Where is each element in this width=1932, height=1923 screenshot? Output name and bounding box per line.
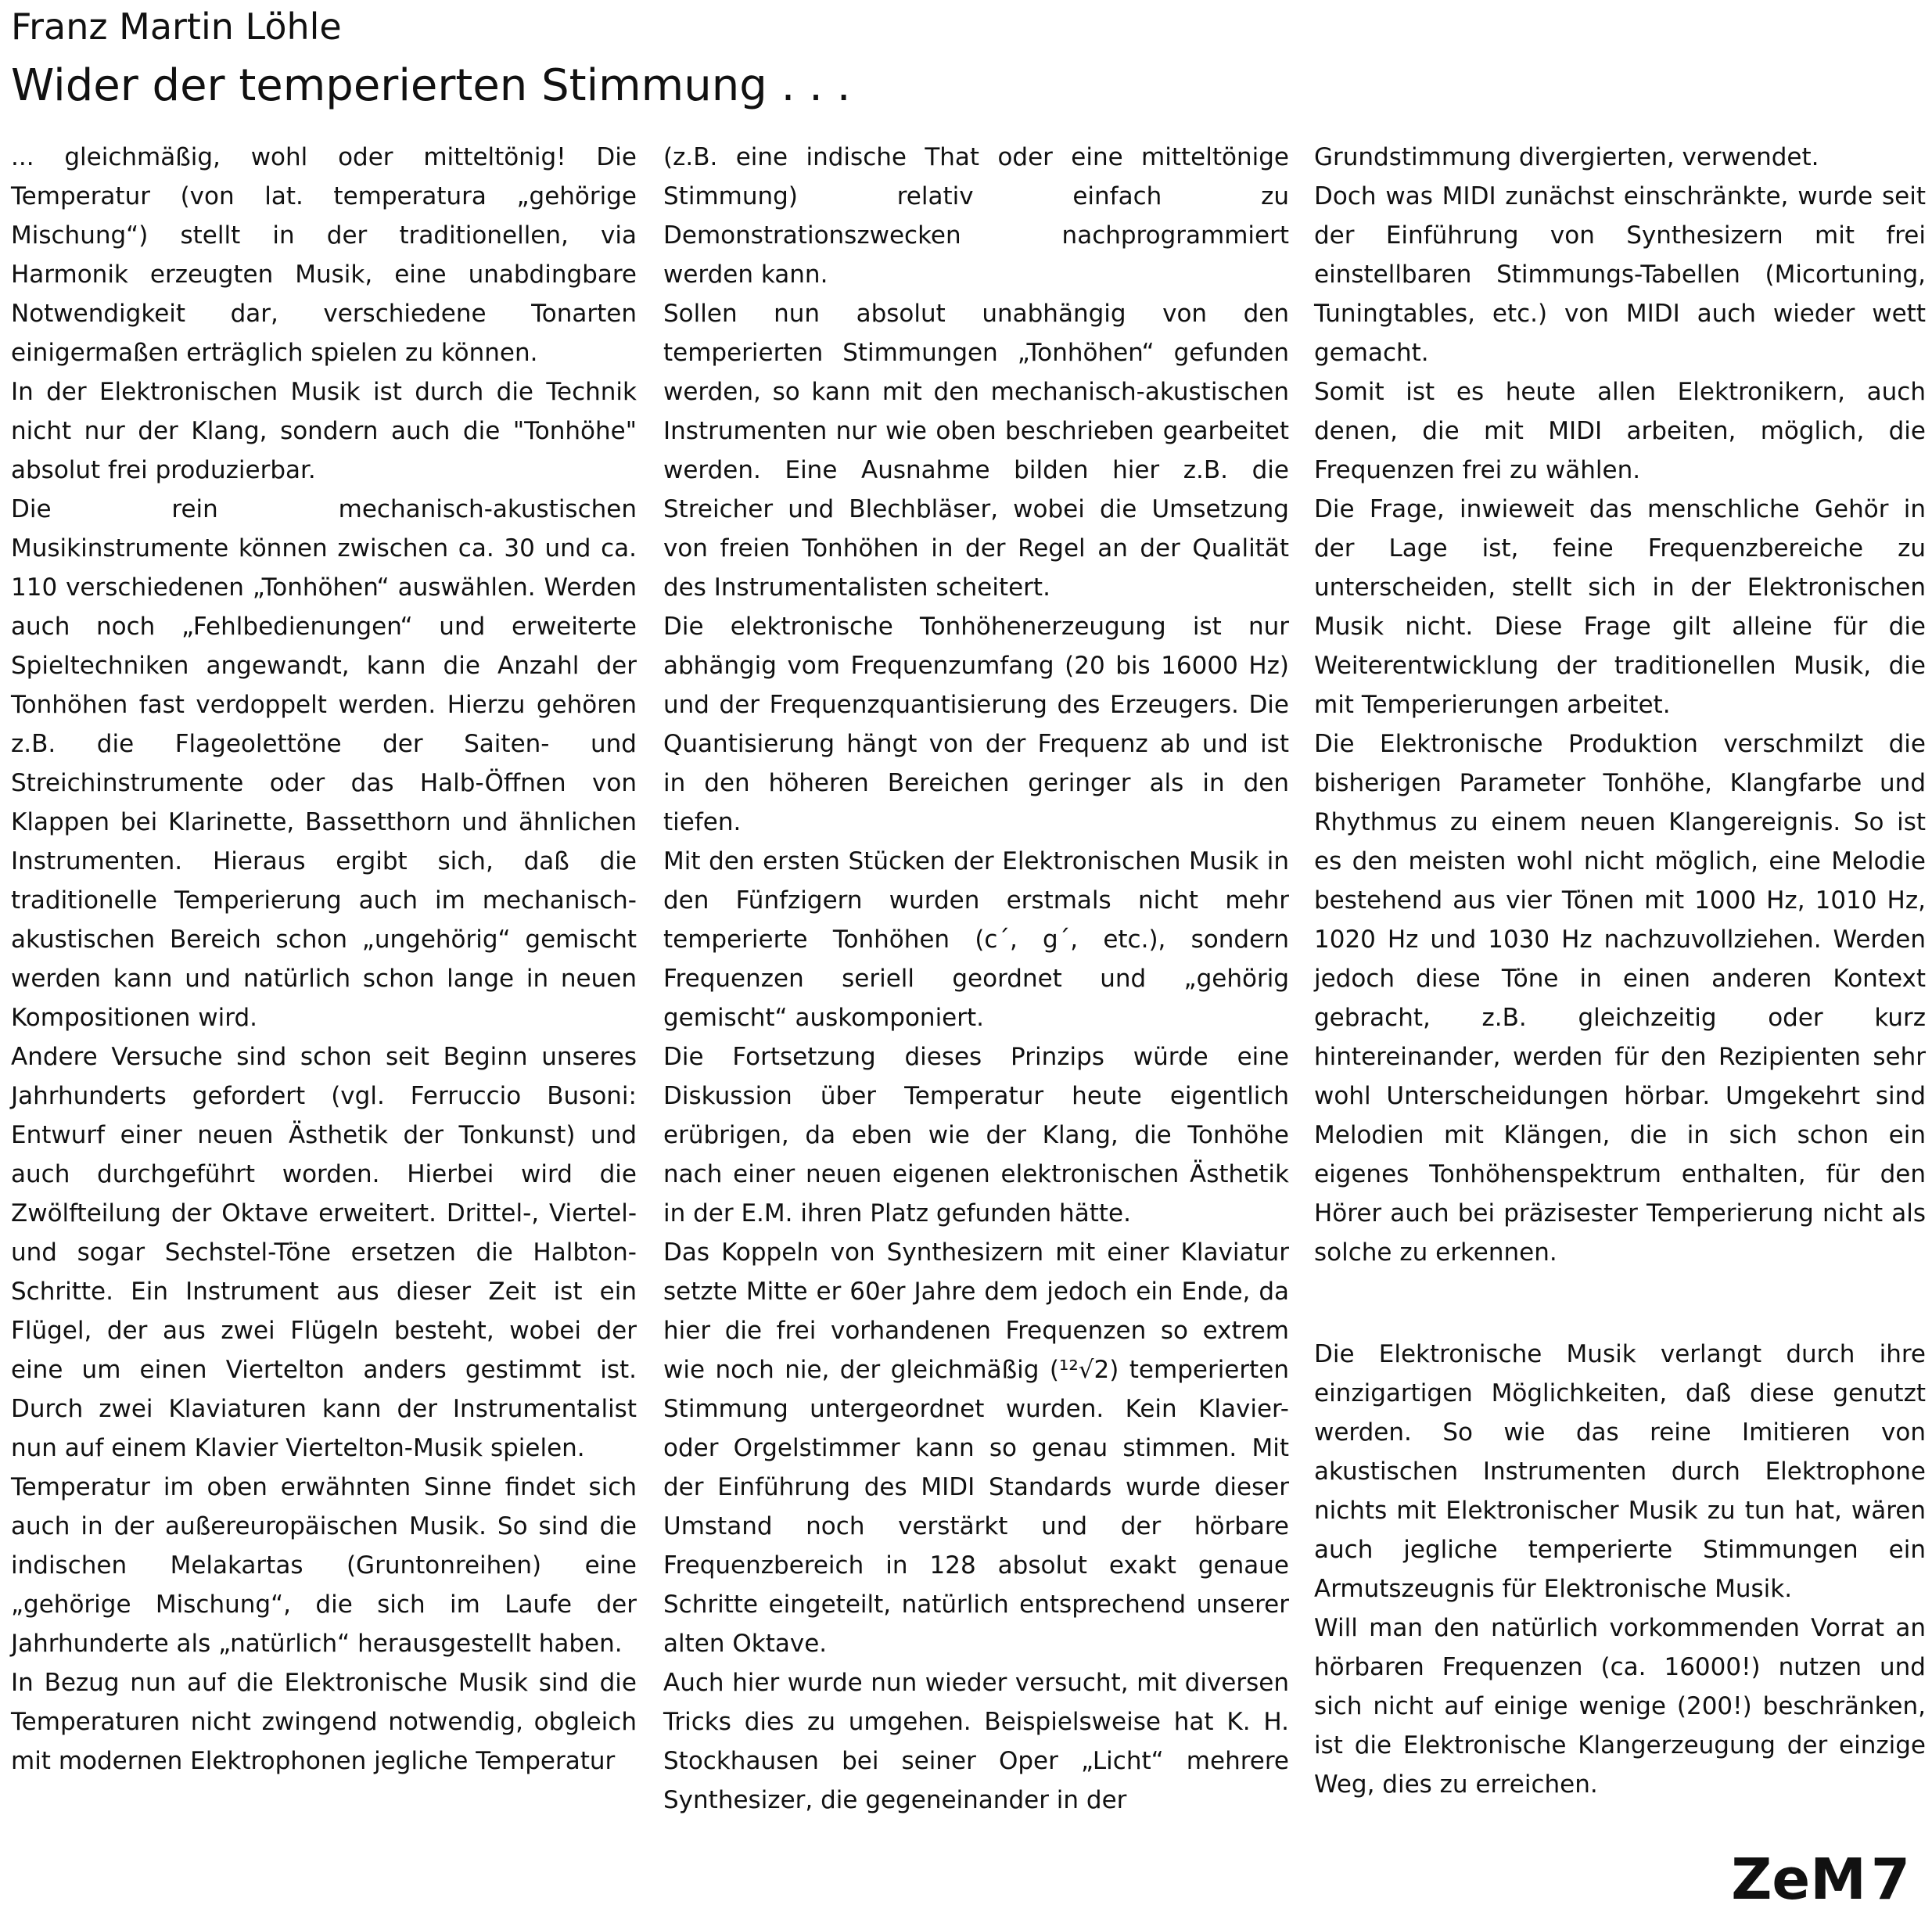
magazine-logo: ZeM <box>1731 1846 1866 1912</box>
paragraph: Mit den ersten Stücken der Elektronischen Musik in den Fünfzigern wurden erstmals nicht mehr temperierte Tonhöhen (c´, g´, etc.), sondern Frequenzen seriell geordnet und „gehörig gemischt“ auskomponiert. <box>663 847 1289 1032</box>
paragraph: Doch was MIDI zunächst einschränkte, wurde seit der Einführung von Synthesizern mit frei einstellbaren Stimmungs-Tabellen (Micortuning, Tuningtables, etc.) von MIDI auch wieder wett gemacht. <box>1314 182 1926 367</box>
paragraph-gap <box>1314 1272 1926 1335</box>
paragraph: Die elektronische Tonhöhenerzeugung ist nur abhängig vom Frequenzumfang (20 bis 16000 Hz) und der Frequenzquantisierung des Erzeugers. Die Quantisierung hängt von der Frequenz ab und ist in den höheren Bereichen geringer als in den tiefen. <box>663 613 1289 836</box>
paragraph: Will man den natürlich vorkommenden Vorrat an hörbaren Frequenzen (ca. 16000!) nutzen und sich nicht auf einige wenige (200!) beschränken, ist die Elektronische Klangerzeugung der einzige Weg, dies zu erreichen. <box>1314 1614 1926 1799</box>
paragraph: Die Elektronische Produktion verschmilzt die bisherigen Parameter Tonhöhe, Klangfarbe und Rhythmus zu einem neuen Klangereignis. So ist es den meisten wohl nicht möglich, eine Melodie bestehend aus vier Tönen mit 1000 Hz, 1010 Hz, 1020 Hz und 1030 Hz nachzuvollziehen. Werden jedoch diese Töne in einen anderen Kontext gebracht, z.B. gleichzeitig oder kurz hintereinander, werden für den Rezipienten sehr wohl Unterscheidungen hörbar. Umgekehrt sind Melodien mit Klängen, die in sich schon ein eigenes Tonhöhenspektrum enthalten, für den Hörer auch bei präzisester Temperierung nicht als solche zu erkennen. <box>1314 730 1926 1267</box>
paragraph: (z.B. eine indische That oder eine mitteltönige Stimmung) relativ einfach zu Demonstrationszwecken nachprogrammiert werden kann. <box>663 143 1289 289</box>
paragraph: Die Elektronische Musik verlangt durch ihre einzigartigen Möglichkeiten, daß diese genutzt werden. So wie das reine Imitieren von akustischen Instrumenten durch Elektrophone nichts mit Elektronischer Musik zu tun hat, wären auch jegliche temperierte Stimmungen ein Armutszeugnis für Elektronische Musik. <box>1314 1340 1926 1603</box>
paragraph: In der Elektronischen Musik ist durch die Technik nicht nur der Klang, sondern auch die "Tonhöhe" absolut frei produzierbar. <box>11 378 637 484</box>
author-name: Franz Martin Löhle <box>11 5 342 48</box>
paragraph: ... gleichmäßig, wohl oder mitteltönig! Die Temperatur (von lat. temperatura „gehörige Mischung“) stellt in der traditionellen, via Harmonik erzeugten Musik, eine unabdingbare Notwendigkeit dar, verschiedene Tonarten einigermaßen erträglich spielen zu können. <box>11 143 637 367</box>
paragraph: Auch hier wurde nun wieder versucht, mit diversen Tricks dies zu umgehen. Beispielsweise hat K. H. Stockhausen bei seiner Oper „Licht“ mehrere Synthesizer, die gegeneinander in der <box>663 1669 1289 1814</box>
text-column-3 <box>1314 138 1926 1804</box>
paragraph: Die Fortsetzung dieses Prinzips würde eine Diskussion über Temperatur heute eigentlich erübrigen, da eben wie der Klang, die Tonhöhe nach einer neuen eigenen elektronischen Ästhetik in der E.M. ihren Platz gefunden hätte. <box>663 1043 1289 1227</box>
page-footer <box>1731 1848 1910 1910</box>
paragraph: Die Frage, inwieweit das menschliche Gehör in der Lage ist, feine Frequenzbereiche zu unterscheiden, stellt sich in der Elektronischen Musik nicht. Diese Frage gilt alleine für die Weiterentwicklung der traditionellen Musik, die mit Temperierungen arbeitet. <box>1314 495 1926 719</box>
paragraph: In Bezug nun auf die Elektronische Musik sind die Temperaturen nicht zwingend notwendig, obgleich mit modernen Elektrophonen jegliche Temperatur <box>11 1669 637 1775</box>
article-title: Wider der temperierten Stimmung . . . <box>11 60 851 111</box>
paragraph: Andere Versuche sind schon seit Beginn unseres Jahrhunderts gefordert (vgl. Ferruccio Busoni: Entwurf einer neuen Ästhetik der Tonkunst) und auch durchgeführt worden. Hierbei wird die Zwölfteilung der Oktave erweitert. Drittel-, Viertel- und sogar Sechstel-Töne ersetzen die Halbton-Schritte. Ein Instrument aus dieser Zeit ist ein Flügel, der aus zwei Flügeln besteht, wobei der eine um einen Viertelton anders gestimmt ist. Durch zwei Klaviaturen kann der Instrumentalist nun auf einem Klavier Viertelton-Musik spielen. <box>11 1043 637 1462</box>
text-column-2 <box>663 138 1289 1820</box>
paragraph: Das Koppeln von Synthesizern mit einer Klaviatur setzte Mitte er 60er Jahre dem jedoch ein Ende, da hier die frei vorhandenen Frequenzen so extrem wie noch nie, der gleichmäßig (¹²√2) temperierten Stimmung untergeordnet wurden. Kein Klavier- oder Orgelstimmer kann so genau stimmen. Mit der Einführung des MIDI Standards wurde dieser Umstand noch verstärkt und der hörbare Frequenzbereich in 128 absolut exakt genaue Schritte eingeteilt, natürlich entsprechend unserer alten Oktave. <box>663 1238 1289 1658</box>
paragraph: Grundstimmung divergierten, verwendet. <box>1314 143 1819 171</box>
paragraph: Somit ist es heute allen Elektronikern, auch denen, die mit MIDI arbeiten, möglich, die Frequenzen frei zu wählen. <box>1314 378 1926 484</box>
page-number: 7 <box>1870 1846 1910 1912</box>
paragraph: Die rein mechanisch-akustischen Musikinstrumente können zwischen ca. 30 und ca. 110 verschiedenen „Tonhöhen“ auswählen. Werden auch noch „Fehlbedienungen“ und erweiterte Spieltechniken angewandt, kann die Anzahl der Tonhöhen fast verdoppelt werden. Hierzu gehören z.B. die Flageolettöne der Saiten- und Streichinstrumente oder das Halb-Öffnen von Klappen bei Klarinette, Bassetthorn und ähnlichen Instrumenten. Hieraus ergibt sich, daß die traditionelle Temperierung auch im mechanisch-akustischen Bereich schon „ungehörig“ gemischt werden kann und natürlich schon lange in neuen Kompositionen wird. <box>11 495 637 1032</box>
text-column-1 <box>11 138 637 1781</box>
paragraph: Sollen nun absolut unabhängig von den temperierten Stimmungen „Tonhöhen“ gefunden werden, so kann mit den mechanisch-akustischen Instrumenten nur wie oben beschrieben gearbeitet werden. Eine Ausnahme bilden hier z.B. die Streicher und Blechbläser, wobei die Umsetzung von freien Tonhöhen in der Regel an der Qualität des Instrumentalisten scheitert. <box>663 300 1289 602</box>
paragraph: Temperatur im oben erwähnten Sinne findet sich auch in der außereuropäischen Musik. So sind die indischen Melakartas (Gruntonreihen) eine „gehörige Mischung“, die sich im Laufe der Jahrhunderte als „natürlich“ herausgestellt haben. <box>11 1473 637 1658</box>
